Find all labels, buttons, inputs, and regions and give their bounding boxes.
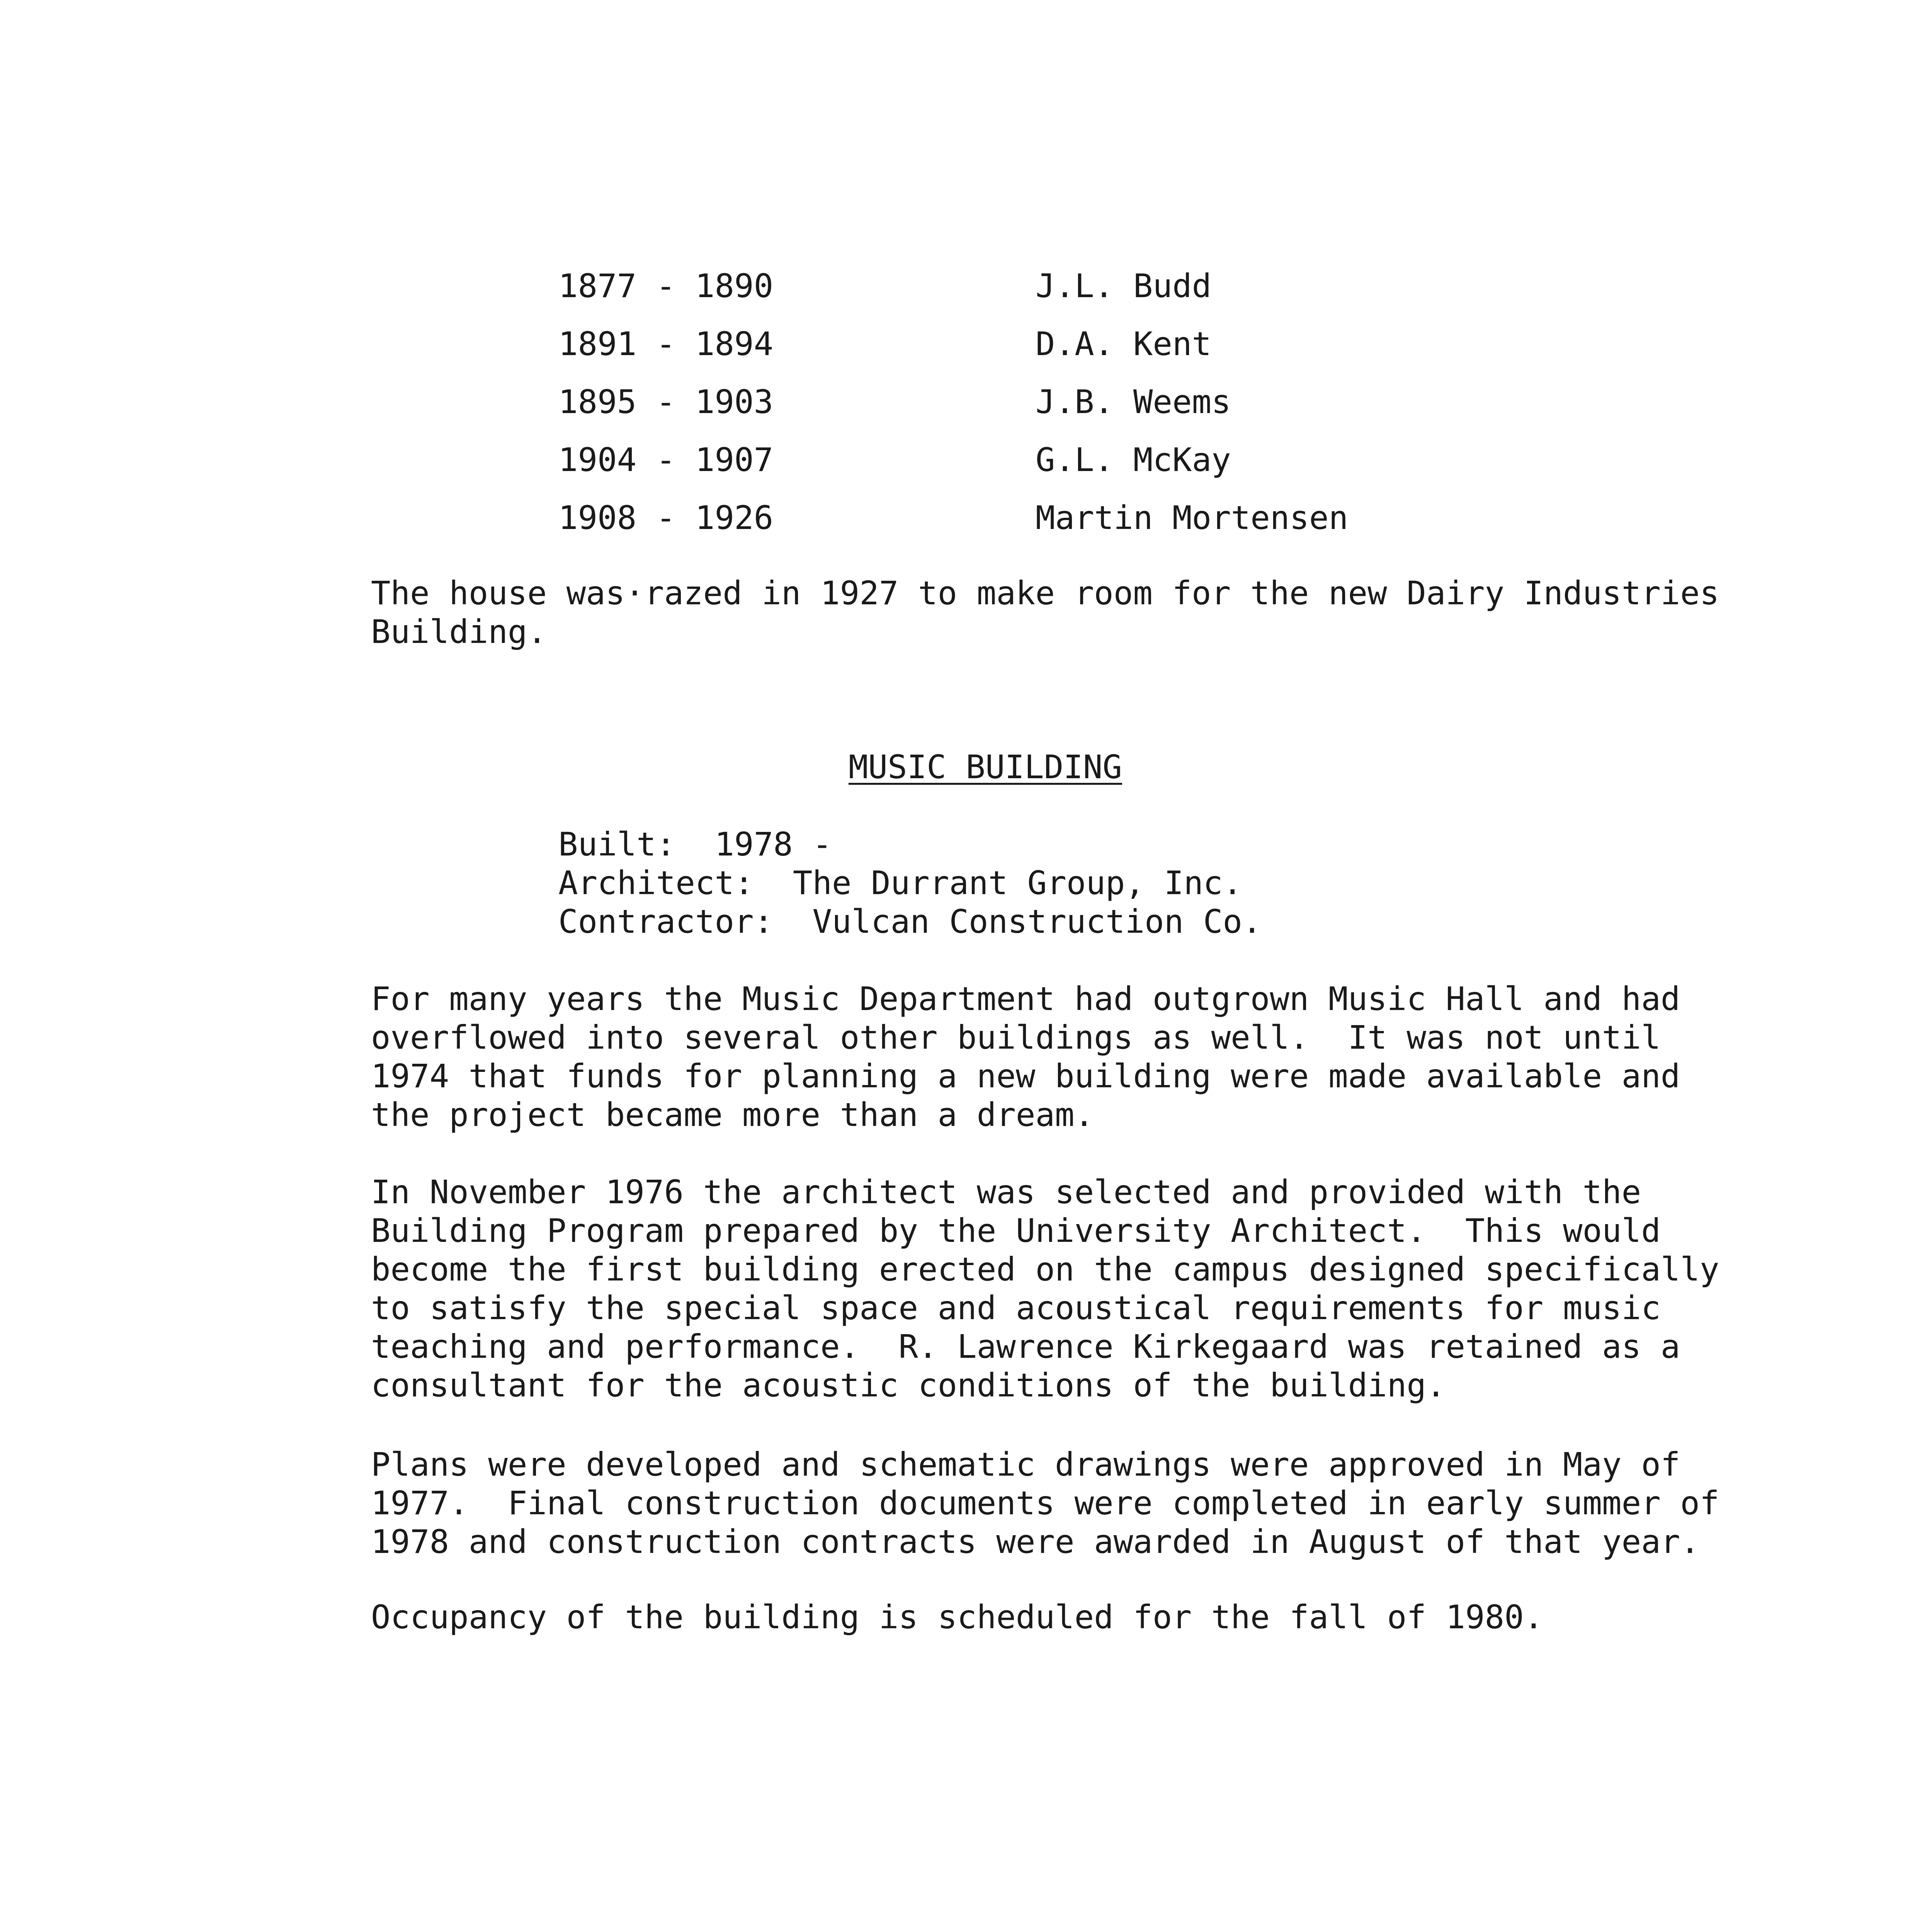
paragraph-line: overflowed into several other buildings as well. It was not until (371, 1019, 1661, 1056)
paragraph-line: 1978 and construction contracts were awarded in August of that year. (371, 1523, 1700, 1561)
architect-fact (558, 864, 1262, 902)
tenure-name: Martin Mortensen (1036, 499, 1349, 537)
paragraph-line: In November 1976 the architect was selected and provided with the (371, 1173, 1641, 1211)
paragraph-line: the project became more than a dream. (371, 1096, 1094, 1134)
house-note-paragraph (371, 574, 1723, 651)
section-heading-text: MUSIC BUILDING (848, 748, 1122, 786)
tenure-row (558, 267, 1408, 305)
paragraph-line: consultant for the acoustic conditions of the building. (371, 1366, 1446, 1404)
paragraph-line: become the first building erected on the campus designed specifically (371, 1250, 1719, 1288)
tenure-name: J.L. Budd (1036, 267, 1212, 305)
body-paragraph (371, 1598, 1723, 1636)
contractor-value: Vulcan Construction Co. (812, 903, 1262, 940)
tenure-years: 1908 - 1926 (558, 499, 774, 537)
tenure-row (558, 383, 1408, 421)
tenure-years: 1891 - 1894 (558, 325, 774, 363)
building-facts (558, 825, 1262, 941)
architect-value: The Durrant Group, Inc. (793, 864, 1243, 902)
tenure-row (558, 325, 1408, 363)
contractor-fact (558, 902, 1262, 941)
built-value: 1978 - (714, 825, 832, 863)
paragraph-line: Occupancy of the building is scheduled for the fall of 1980. (371, 1598, 1544, 1636)
built-fact (558, 825, 1262, 864)
built-label: Built: (558, 825, 715, 863)
paragraph-line: Plans were developed and schematic drawings were approved in May of (371, 1446, 1680, 1483)
contractor-label: Contractor: (558, 903, 813, 940)
paragraph-line: Building Program prepared by the University Architect. This would (371, 1212, 1661, 1250)
architect-label: Architect: (558, 864, 793, 902)
section-heading (0, 748, 1932, 786)
tenure-years: 1877 - 1890 (558, 267, 774, 305)
body-paragraph (371, 1445, 1723, 1561)
paragraph-line: Building. (371, 613, 547, 651)
paragraph-line: 1977. Final construction documents were completed in early summer of (371, 1484, 1719, 1522)
paragraph-line: teaching and performance. R. Lawrence Kirkegaard was retained as a (371, 1328, 1680, 1366)
tenure-row (558, 498, 1408, 537)
body-paragraph (371, 980, 1723, 1134)
tenure-years: 1895 - 1903 (558, 383, 774, 421)
tenure-name: D.A. Kent (1036, 325, 1212, 363)
tenure-row (558, 440, 1408, 479)
tenure-years: 1904 - 1907 (558, 441, 774, 479)
paragraph-line: The house was·razed in 1927 to make room for the new Dairy Industries (371, 574, 1719, 612)
paragraph-line: For many years the Music Department had outgrown Music Hall and had (371, 980, 1680, 1018)
paragraph-line: 1974 that funds for planning a new building were made available and (371, 1057, 1680, 1095)
body-paragraph (371, 1173, 1723, 1405)
tenure-name: J.B. Weems (1036, 383, 1231, 421)
paragraph-line: to satisfy the special space and acoustical requirements for music (371, 1289, 1661, 1327)
tenure-name: G.L. McKay (1036, 441, 1231, 479)
